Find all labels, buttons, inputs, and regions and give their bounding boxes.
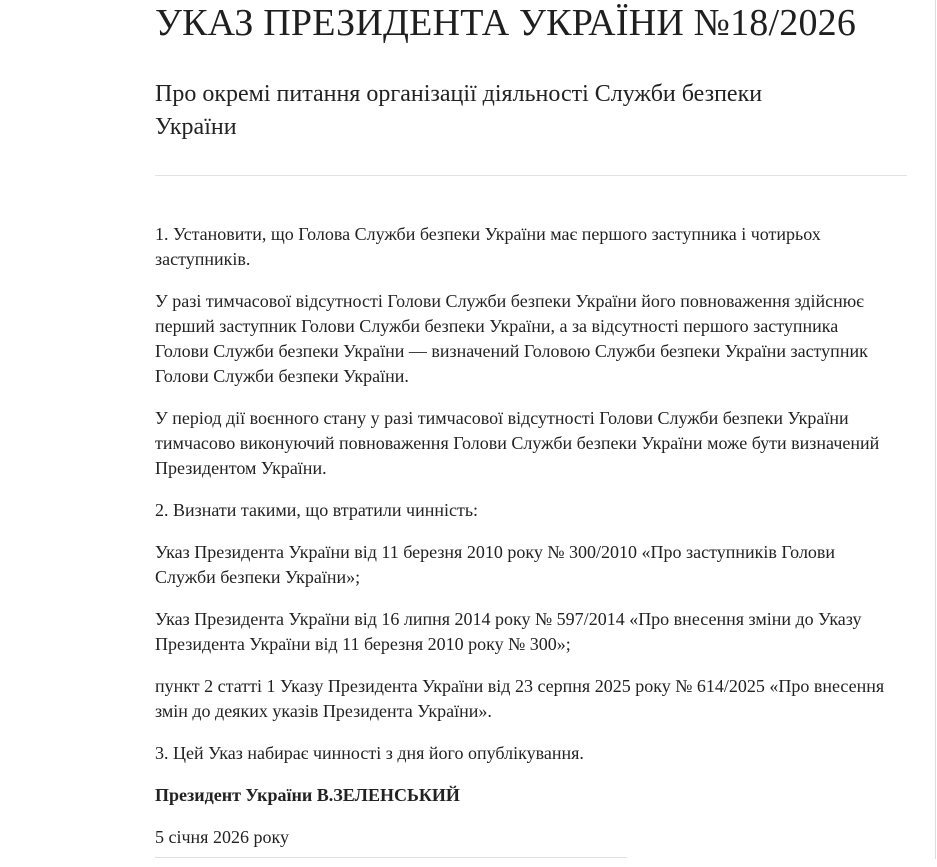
paragraph-repealed-decree-597-2014: Указ Президента України від 16 липня 2014 року № 597/2014 «Про внесення зміни до Указу Президента України від 11 березня 2010 року № 300»; [155,609,862,654]
paragraph-article-2: 2. Визнати такими, що втратили чинність: [155,500,479,520]
paragraph-article-3: 3. Цей Указ набирає чинності з дня його опублікування. [155,743,584,763]
decree-body [155,222,895,850]
paragraph-repealed-decree-300-2010: Указ Президента України від 11 березня 2010 року № 300/2010 «Про заступників Голови Служби безпеки України»; [155,542,836,587]
decree-title: УКАЗ ПРЕЗИДЕНТА УКРАЇНИ №18/2026 [155,2,857,44]
footer-divider [155,857,627,858]
paragraph-absence-provision: У разі тимчасової відсутності Голови Служби безпеки України його повноваження здійснює перший заступник Голови Служби безпеки України, а за відсутності першого заступника Голови Служби безпеки України — визначений Головою Служби безпеки України заступник Голови Служби безпеки України. [155,291,868,386]
header-divider [155,175,907,176]
signature-line: Президент України В.ЗЕЛЕНСЬКИЙ [155,785,460,805]
paragraph-martial-law-provision: У період дії воєнного стану у разі тимчасової відсутності Голови Служби безпеки України тимчасово виконуючий повноваження Голови Служби безпеки України може бути визначений Президентом України. [155,408,880,478]
decree-content [155,0,907,867]
decree-date: 5 січня 2026 року [155,827,289,847]
paragraph-repealed-decree-614-2025: пункт 2 статті 1 Указу Президента України від 23 серпня 2025 року № 614/2025 «Про внесення змін до деяких указів Президента України». [155,676,885,721]
decree-subtitle: Про окремі питання організації діяльності Служби безпеки України [155,81,763,140]
paragraph-article-1: 1. Установити, що Голова Служби безпеки України має першого заступника і чотирьох заступників. [155,224,821,269]
